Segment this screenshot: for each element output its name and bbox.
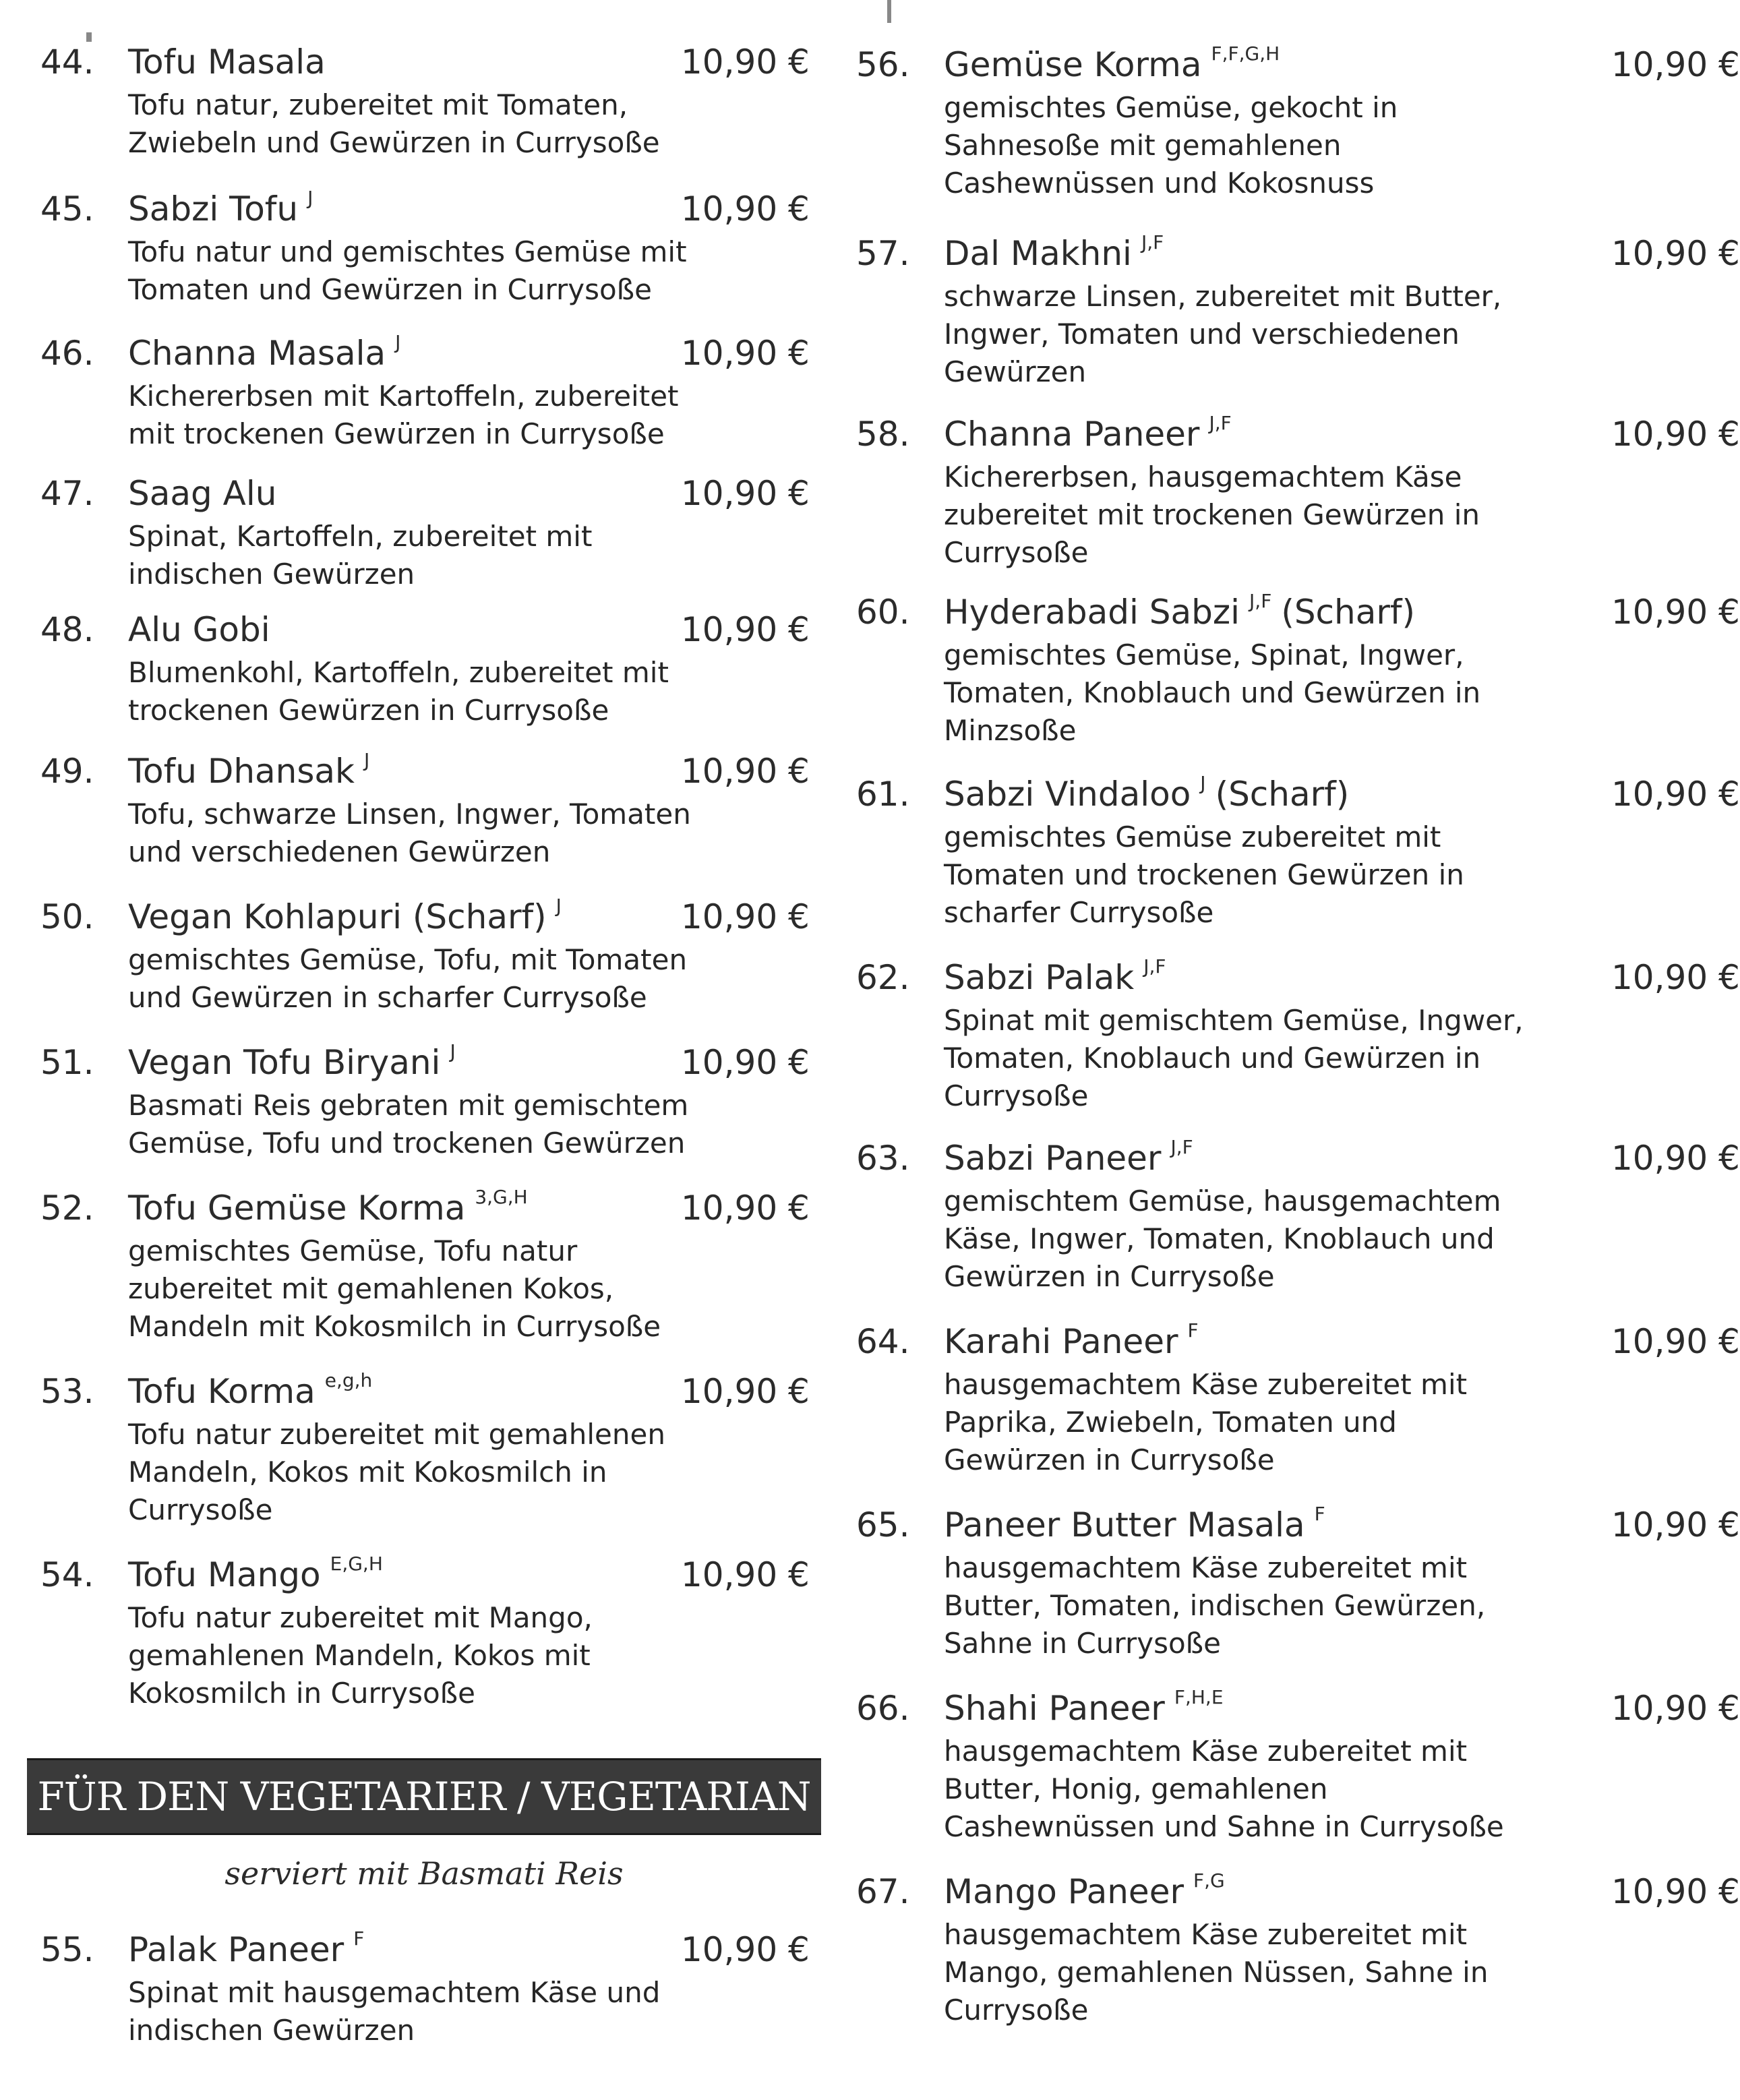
item-name-line [128,1371,372,1412]
menu-item [40,1929,836,2084]
item-price: 10,90 € [1611,1689,1740,1728]
item-name-line [128,609,270,650]
item-name: Mango Paneer [944,1872,1184,1911]
item-name: Tofu Gemüse Korma [128,1189,466,1228]
menu-item [40,1371,836,1526]
item-name-line [944,44,1280,85]
menu-item [856,1503,1740,1660]
item-price: 10,90 € [681,474,810,513]
item-description: schwarze Linsen, zubereitet mit Butter, Ingwer, Tomaten und verschiedenen Gewürzen [944,280,1502,388]
item-number: 46. [40,334,94,373]
item-price: 10,90 € [1611,593,1740,632]
item-number: 65. [856,1505,910,1544]
allergen-codes: F,H,E [1174,1686,1224,1708]
item-price: 10,90 € [1611,958,1740,997]
item-price: 10,90 € [1611,1322,1740,1361]
item-name-line [944,414,1232,454]
allergen-codes: F [1314,1503,1325,1525]
item-description: Blumenkohl, Kartoffeln, zubereitet mit trockenen Gewürzen in Currysoße [128,656,669,727]
allergen-codes: F,G [1193,1869,1225,1892]
menu-item [856,231,1740,388]
item-name-line [944,957,1166,998]
item-description: gemischtes Gemüse, gekocht in Sahnesoße mit gemahlenen Cashewnüssen und Kokosnuss [944,91,1398,200]
allergen-codes: J,F [1209,412,1232,434]
item-name-line [128,751,369,791]
allergen-codes: F [353,1927,365,1950]
menu-item [856,590,1740,747]
item-name-line [128,1042,456,1083]
item-name: Vegan Tofu Biryani [128,1043,441,1082]
item-number: 53. [40,1372,94,1411]
allergen-codes: J [395,331,401,353]
item-name-line [128,473,276,514]
item-name-line [128,897,562,937]
item-name-line [944,1138,1193,1178]
item-name: Dal Makhni [944,234,1132,273]
item-price: 10,90 € [681,1372,810,1411]
item-description: Tofu natur zubereitet mit Mango, gemahlenen Mandeln, Kokos mit Kokosmilch in Currysoße [128,1601,593,1710]
item-price: 10,90 € [681,189,810,229]
item-number: 64. [856,1322,910,1361]
item-name: Tofu Korma [128,1372,316,1411]
item-description: hausgemachtem Käse zubereitet mit Mango, gemahlenen Nüssen, Sahne in Currysoße [944,1918,1489,2027]
item-price: 10,90 € [681,1555,810,1594]
item-name-line [128,42,326,82]
menu-item [856,1319,1740,1476]
item-number: 52. [40,1189,94,1228]
menu-item [40,473,836,628]
allergen-codes: J,F [1249,590,1272,612]
item-number: 61. [856,775,910,814]
item-name: Paneer Butter Masala [944,1505,1305,1544]
item-price: 10,90 € [1611,415,1740,454]
item-description: Kichererbsen, hausgemachtem Käse zubereitet mit trockenen Gewürzen in Currysoße [944,460,1480,569]
allergen-codes: J [450,1040,456,1062]
item-price: 10,90 € [1611,45,1740,84]
item-name: Palak Paneer [128,1930,344,1969]
item-description: Basmati Reis gebraten mit gemischtem Gemüse, Tofu und trockenen Gewürzen [128,1089,689,1160]
item-number: 49. [40,752,94,791]
item-description: gemischtes Gemüse, Tofu, mit Tomaten und Gewürzen in scharfer Currysoße [128,943,688,1014]
item-price: 10,90 € [681,334,810,373]
menu-item [40,751,836,906]
item-number: 48. [40,610,94,649]
item-name-line [128,333,400,373]
menu-item [856,42,1740,200]
item-description: hausgemachtem Käse zubereitet mit Butter, Honig, gemahlenen Cashewnüssen und Sahne in Currysoße [944,1735,1504,1843]
menu-item [856,1136,1740,1293]
item-name: Gemüse Korma [944,45,1202,84]
item-description: Spinat, Kartoffeln, zubereitet mit indischen Gewürzen [128,520,593,591]
item-price: 10,90 € [1611,1872,1740,1911]
item-description: hausgemachtem Käse zubereitet mit Paprika, Zwiebeln, Tomaten und Gewürzen in Currysoße [944,1368,1468,1476]
item-name: Sabzi Paneer [944,1139,1162,1178]
item-number: 54. [40,1555,94,1594]
item-name: Channa Paneer [944,415,1200,454]
allergen-codes: J,F [1143,955,1166,978]
allergen-codes: J,F [1141,231,1164,253]
item-number: 57. [856,234,910,273]
menu-item [856,1869,1740,2027]
item-number: 58. [856,415,910,454]
item-price: 10,90 € [681,42,810,82]
item-description: Kichererbsen mit Kartoffeln, zubereitet mit trockenen Gewürzen in Currysoße [128,380,679,450]
item-description: Tofu, schwarze Linsen, Ingwer, Tomaten und verschiedenen Gewürzen [128,798,691,868]
allergen-codes: F [1187,1319,1199,1342]
item-name: Alu Gobi [128,610,270,649]
item-name: Vegan Kohlapuri (Scharf) [128,897,547,936]
item-name-line [944,233,1164,274]
item-description: gemischtes Gemüse, Tofu natur zubereitet mit gemahlenen Kokos, Mandeln mit Kokosmilch in Currysoße [128,1234,661,1343]
item-number: 66. [856,1689,910,1728]
spicy-note: (Scharf) [1281,593,1416,632]
item-description: gemischtem Gemüse, hausgemachtem Käse, Ingwer, Tomaten, Knoblauch und Gewürzen in Currysoße [944,1184,1501,1293]
scan-speck [86,32,92,42]
item-number: 62. [856,958,910,997]
item-description: Tofu natur, zubereitet mit Tomaten, Zwiebeln und Gewürzen in Currysoße [128,88,660,159]
item-name-line [944,774,1349,814]
menu-item [40,1555,836,1710]
item-price: 10,90 € [681,897,810,936]
item-price: 10,90 € [681,752,810,791]
item-price: 10,90 € [681,610,810,649]
allergen-codes: J,F [1170,1136,1193,1158]
item-name-line [944,1321,1199,1362]
item-name: Sabzi Palak [944,958,1135,997]
item-name: Saag Alu [128,474,277,513]
item-name-line [128,189,313,229]
item-number: 50. [40,897,94,936]
item-number: 47. [40,474,94,513]
menu-item [856,1686,1740,1843]
allergen-codes: J [307,187,313,209]
menu-item [40,42,836,197]
item-name: Sabzi Tofu [128,189,299,229]
item-number: 45. [40,189,94,229]
item-description: Spinat mit hausgemachtem Käse und indischen Gewürzen [128,1976,661,2047]
menu-item [856,955,1740,1112]
item-name: Tofu Masala [128,42,326,82]
allergen-codes: 3,G,H [475,1186,528,1208]
item-price: 10,90 € [681,1930,810,1969]
menu-item [40,1042,836,1197]
item-description: Spinat mit gemischtem Gemüse, Ingwer, Tomaten, Knoblauch und Gewürzen in Currysoße [944,1004,1524,1112]
item-name: Shahi Paneer [944,1689,1165,1728]
item-description: gemischtes Gemüse, Spinat, Ingwer, Tomaten, Knoblauch und Gewürzen in Minzsoße [944,638,1481,747]
item-description: gemischtes Gemüse zubereitet mit Tomaten und trockenen Gewürzen in scharfer Currysoße [944,820,1464,929]
item-number: 63. [856,1139,910,1178]
item-name: Tofu Mango [128,1555,321,1594]
item-price: 10,90 € [681,1043,810,1082]
spicy-note: (Scharf) [1215,775,1350,814]
item-name-line [128,1929,364,1970]
item-number: 60. [856,593,910,632]
item-name: Hyderabadi Sabzi [944,593,1240,632]
allergen-codes: J [364,749,370,771]
item-number: 67. [856,1872,910,1911]
allergen-codes: F,F,G,H [1211,42,1280,65]
item-name-line [944,1505,1325,1545]
item-number: 55. [40,1930,94,1969]
menu-item [40,189,836,344]
item-name: Sabzi Vindaloo [944,775,1191,814]
item-name-line [944,592,1415,632]
menu-item [40,609,836,764]
menu-item [40,333,836,488]
item-description: Tofu natur zubereitet mit gemahlenen Mandeln, Kokos mit Kokosmilch in Currysoße [128,1418,665,1526]
item-price: 10,90 € [1611,1139,1740,1178]
menu-item [856,412,1740,569]
item-name: Tofu Dhansak [128,752,355,791]
allergen-codes: e,g,h [324,1369,373,1391]
menu-item [40,1188,836,1343]
item-price: 10,90 € [681,1189,810,1228]
section-banner [27,1758,821,1835]
menu-item [40,897,836,1052]
menu-item [856,772,1740,929]
item-number: 56. [856,45,910,84]
allergen-codes: J [1200,772,1206,794]
scan-speck [887,0,891,23]
item-name-line [128,1188,528,1228]
item-name: Channa Masala [128,334,386,373]
item-number: 51. [40,1043,94,1082]
item-description: hausgemachtem Käse zubereitet mit Butter, Tomaten, indischen Gewürzen, Sahne in Currysoße [944,1551,1486,1660]
allergen-codes: J [556,895,562,917]
item-price: 10,90 € [1611,1505,1740,1544]
section-subtitle: serviert mit Basmati Reis [224,1855,624,1892]
item-name: Karahi Paneer [944,1322,1178,1361]
item-number: 44. [40,42,94,82]
item-price: 10,90 € [1611,775,1740,814]
item-name-line [128,1555,383,1595]
item-description: Tofu natur und gemischtes Gemüse mit Tomaten und Gewürzen in Currysoße [128,235,687,306]
item-price: 10,90 € [1611,234,1740,273]
item-name-line [944,1871,1225,1912]
item-name-line [944,1688,1224,1729]
section-banner-title: FÜR DEN VEGETARIER / VEGETARIAN [37,1774,811,1820]
allergen-codes: E,G,H [330,1553,383,1575]
